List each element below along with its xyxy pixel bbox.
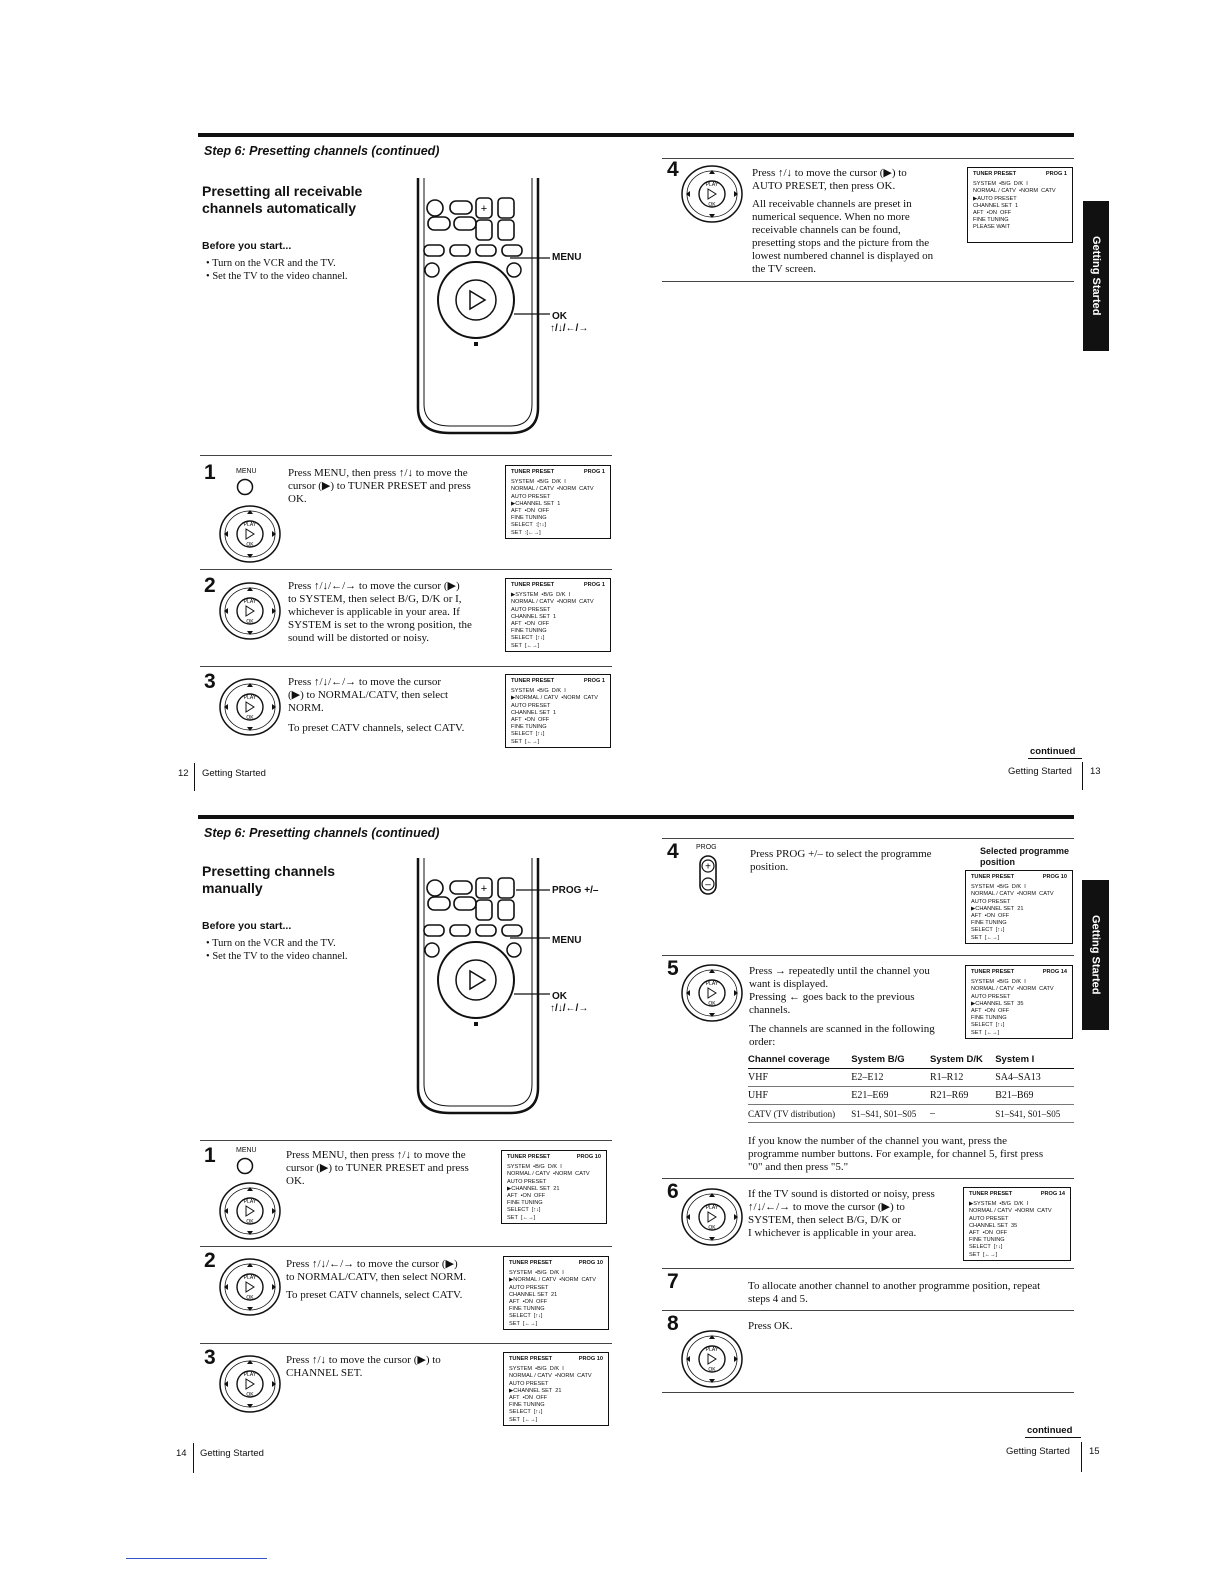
dial-play-label: PLAY xyxy=(705,182,719,188)
top-remote-illustration xyxy=(410,178,640,440)
osd-row: SELECT [↑↓] xyxy=(971,1022,1005,1029)
osd-prog: PROG 10 xyxy=(578,1356,603,1362)
top-remote-ok-label: OK xyxy=(552,311,567,322)
osd-row: CHANNEL SET 1 xyxy=(511,613,557,620)
dial-play-label: PLAY xyxy=(243,599,257,605)
top-step-1-menu-button-icon xyxy=(236,478,256,498)
osd-row: SET [←→] xyxy=(971,934,1000,941)
osd-row: SYSTEM •B/G D/K I xyxy=(509,1366,564,1373)
bottom-remote-prog-label: PROG +/– xyxy=(552,885,599,896)
dial-play-label: PLAY xyxy=(243,1275,257,1281)
osd-row: SET :[←→] xyxy=(511,529,541,536)
bottom-step-4-number: 4 xyxy=(667,840,679,863)
osd-row: ▶SYSTEM •B/G D/K I xyxy=(511,592,571,599)
osd-row: ▶SYSTEM •B/G D/K I xyxy=(969,1201,1029,1208)
bottom-step-3-text: Press ↑/↓ to move the cursor (▶) to CHANNEL SET. xyxy=(286,1354,441,1379)
bottom-step-4-osd xyxy=(965,870,1073,944)
osd-row: ▶NORMAL / CATV •NORM CATV xyxy=(509,1277,596,1284)
osd-row: SYSTEM •B/G D/K I xyxy=(511,688,566,695)
osd-row: FINE TUNING xyxy=(973,217,1009,224)
osd-row: SET [←→] xyxy=(509,1320,538,1327)
top-step-4-osd xyxy=(967,167,1073,243)
bottom-step-2-text: Press ↑/↓/←/→ to move the cursor (▶) to NORMAL/CATV, then select NORM. To preset CATV channels, select CATV. xyxy=(286,1258,467,1301)
top-step-3-number: 3 xyxy=(204,670,216,693)
dial-play-label: PLAY xyxy=(705,1205,719,1211)
bottom-step-2-osd xyxy=(503,1256,609,1330)
bottom-header-rule xyxy=(198,815,1074,819)
osd-row: NORMAL / CATV •NORM CATV xyxy=(973,188,1056,195)
top-footer-right-page-number: 13 xyxy=(1090,766,1101,777)
bottom-step-2-number: 2 xyxy=(204,1249,216,1272)
top-step-1-menu-label: MENU xyxy=(236,468,257,475)
osd-row: ▶CHANNEL SET 35 xyxy=(971,1000,1024,1007)
osd-row: AUTO PRESET xyxy=(511,606,551,613)
bottom-step-1-number: 1 xyxy=(204,1144,216,1167)
osd-row: SELECT :[↑↓] xyxy=(511,522,547,529)
top-step-4-dial-icon xyxy=(678,163,746,225)
prog-button-icon xyxy=(698,854,720,898)
dial-ok-label: OK xyxy=(246,1219,254,1225)
osd-row: FINE TUNING xyxy=(969,1237,1005,1244)
osd-row: AUTO PRESET xyxy=(971,898,1011,905)
dial-ok-label: OK xyxy=(246,1392,254,1398)
dial-play-label: PLAY xyxy=(243,1199,257,1205)
osd-row: SYSTEM •B/G D/K I xyxy=(509,1270,564,1277)
top-page-header: Step 6: Presetting channels (continued) xyxy=(204,144,440,158)
top-step-3-text: Press ↑/↓/←/→ to move the cursor (▶) to NORMAL/CATV, then select NORM. To preset CATV channels, select CATV. xyxy=(288,676,465,734)
osd-row: SYSTEM •B/G D/K I xyxy=(971,884,1026,891)
osd-row: ▶AUTO PRESET xyxy=(973,195,1017,202)
osd-row: NORMAL / CATV •NORM CATV xyxy=(509,1373,592,1380)
bottom-step-6-osd xyxy=(963,1187,1071,1261)
table-row: UHF E21–E69 R21–R69 B21–B69 xyxy=(748,1087,1074,1105)
top-step-2-dial-icon xyxy=(216,580,284,642)
dial-play-label: PLAY xyxy=(705,981,719,987)
osd-row: AUTO PRESET xyxy=(969,1215,1009,1222)
osd-row: SET [←→] xyxy=(969,1251,998,1258)
osd-prog: PROG 14 xyxy=(1042,969,1067,975)
osd-row: NORMAL / CATV •NORM CATV xyxy=(971,891,1054,898)
osd-row: AUTO PRESET xyxy=(509,1284,549,1291)
osd-title: TUNER PRESET xyxy=(971,874,1015,880)
bottom-step-6-text: If the TV sound is distorted or noisy, press ↑/↓/←/→ to move the cursor (▶) to SYSTEM, then select B/G, D/K or I whichever is applicable in your area. xyxy=(748,1188,935,1239)
top-remote-menu-label: MENU xyxy=(552,252,582,263)
osd-row: CHANNEL SET 21 xyxy=(509,1291,558,1298)
osd-row: CHANNEL SET 1 xyxy=(511,709,557,716)
bottom-footer-left-page-number: 14 xyxy=(176,1448,187,1459)
osd-row: NORMAL / CATV •NORM CATV xyxy=(507,1171,590,1178)
bottom-step-8-text: Press OK. xyxy=(748,1320,793,1332)
bottom-step-7-number: 7 xyxy=(667,1270,679,1293)
bottom-step-3-number: 3 xyxy=(204,1346,216,1369)
bottom-step-5-osd xyxy=(965,965,1073,1039)
osd-row: FINE TUNING xyxy=(507,1200,543,1207)
top-footer-left-label: Getting Started xyxy=(202,768,266,779)
osd-row: ▶CHANNEL SET 21 xyxy=(509,1387,562,1394)
osd-row: AUTO PRESET xyxy=(509,1380,549,1387)
bottom-step-3-osd xyxy=(503,1352,609,1426)
bottom-step-8-dial-icon xyxy=(678,1328,746,1390)
bottom-step-5-number: 5 xyxy=(667,957,679,980)
table-row: CATV (TV distribution) S1–S41, S01–S05 – S1–S41, S01–S05 xyxy=(748,1105,1074,1123)
osd-row: NORMAL / CATV •NORM CATV xyxy=(971,986,1054,993)
osd-row: FINE TUNING xyxy=(509,1306,545,1313)
osd-row: FINE TUNING xyxy=(509,1402,545,1409)
osd-row: AUTO PRESET xyxy=(511,702,551,709)
osd-row: SELECT [↑↓] xyxy=(969,1244,1003,1251)
osd-row: FINE TUNING xyxy=(511,515,547,522)
top-before-title: Before you start... xyxy=(202,240,292,252)
bottom-before-title: Before you start... xyxy=(202,920,292,932)
osd-row: SET [←→] xyxy=(511,642,540,649)
osd-title: TUNER PRESET xyxy=(509,1260,553,1266)
top-step-2-text: Press ↑/↓/←/→ to move the cursor (▶) to SYSTEM, then select B/G, D/K or I, whichever is applicable in your area. If SYSTEM is set to the wrong position, the sound will be distorted or noisy. xyxy=(288,580,472,644)
osd-prog: PROG 14 xyxy=(1040,1191,1065,1197)
osd-row: ▶CHANNEL SET 1 xyxy=(511,500,561,507)
bottom-section-title: Presetting channels manually xyxy=(202,863,336,896)
bottom-remote-menu-label: MENU xyxy=(552,935,582,946)
top-bullet-list: • Turn on the VCR and the TV. • Set the TV to the video channel. xyxy=(206,257,348,283)
top-section-title: Presetting all receivable channels automatically xyxy=(202,183,363,216)
bottom-step-1-dial-icon xyxy=(216,1180,284,1242)
osd-row: AUTO PRESET xyxy=(971,993,1011,1000)
osd-row: NORMAL / CATV •NORM CATV xyxy=(511,599,594,606)
osd-title: TUNER PRESET xyxy=(511,678,555,684)
osd-row: SELECT [↑↓] xyxy=(509,1313,543,1320)
top-step-2-osd xyxy=(505,578,611,652)
dial-play-label: PLAY xyxy=(243,522,257,528)
top-footer-right-label: Getting Started xyxy=(1008,766,1072,777)
top-step-2-number: 2 xyxy=(204,574,216,597)
osd-row: ▶NORMAL / CATV •NORM CATV xyxy=(511,695,598,702)
osd-prog: PROG 1 xyxy=(583,469,605,475)
osd-title: TUNER PRESET xyxy=(511,469,555,475)
bottom-step-6-number: 6 xyxy=(667,1180,679,1203)
bottom-page-header: Step 6: Presetting channels (continued) xyxy=(204,826,440,840)
osd-row: AFT •ON OFF xyxy=(509,1299,548,1306)
top-getting-started-tab: Getting Started xyxy=(1083,201,1109,351)
bottom-remote-arrows-label: ↑/↓/←/→ xyxy=(550,1003,589,1014)
svg-text:+: + xyxy=(480,883,488,895)
osd-row: AFT •ON OFF xyxy=(511,717,550,724)
top-step-1-dial-icon xyxy=(216,503,284,565)
osd-row: SELECT [↑↓] xyxy=(509,1409,543,1416)
top-remote-arrows-label: ↑/↓/←/→ xyxy=(550,323,589,334)
svg-text:+: + xyxy=(705,861,711,873)
osd-row: AUTO PRESET xyxy=(511,493,551,500)
bottom-step-6-dial-icon xyxy=(678,1186,746,1248)
bottom-step-1-menu-label: MENU xyxy=(236,1147,257,1154)
osd-row: AFT •ON OFF xyxy=(971,913,1010,920)
osd-row: SET [←→] xyxy=(507,1214,536,1221)
dial-play-label: PLAY xyxy=(243,1372,257,1378)
bottom-footer-right-label: Getting Started xyxy=(1006,1446,1070,1457)
osd-prog: PROG 1 xyxy=(583,582,605,588)
osd-row: FINE TUNING xyxy=(971,920,1007,927)
osd-title: TUNER PRESET xyxy=(971,969,1015,975)
table-header-row: Channel coverage System B/G System D/K System I xyxy=(748,1052,1074,1069)
osd-title: TUNER PRESET xyxy=(969,1191,1013,1197)
top-footer-left-page-number: 12 xyxy=(178,768,189,779)
osd-row: SELECT [↑↓] xyxy=(507,1207,541,1214)
osd-row: CHANNEL SET 35 xyxy=(969,1222,1018,1229)
osd-row: AFT •ON OFF xyxy=(511,621,550,628)
bottom-step-1-text: Press MENU, then press ↑/↓ to move the cursor (▶) to TUNER PRESET and press OK. xyxy=(286,1149,469,1187)
bottom-blue-rule xyxy=(126,1558,267,1559)
osd-title: TUNER PRESET xyxy=(509,1356,553,1362)
bottom-getting-started-tab: Getting Started xyxy=(1082,880,1109,1030)
bottom-remote-illustration xyxy=(410,858,640,1120)
osd-row: AFT •ON OFF xyxy=(511,508,550,515)
osd-row: SELECT [↑↓] xyxy=(511,731,545,738)
channel-coverage-table xyxy=(748,1052,1074,1123)
top-step-4-number: 4 xyxy=(667,158,679,181)
osd-row: SET [←→] xyxy=(509,1416,538,1423)
osd-row: NORMAL / CATV •NORM CATV xyxy=(511,486,594,493)
bottom-bullet-list: • Turn on the VCR and the TV. • Set the TV to the video channel. xyxy=(206,937,348,963)
bottom-step-1-menu-button-icon xyxy=(236,1157,256,1177)
dial-ok-label: OK xyxy=(246,715,254,721)
osd-row: ▶CHANNEL SET 21 xyxy=(507,1185,560,1192)
bottom-step-3-dial-icon xyxy=(216,1353,284,1415)
top-header-rule xyxy=(198,133,1074,137)
bottom-step-5-text: Press → repeatedly until the channel you want is displayed. Pressing ← goes back to the previous channels. The channels are scanned in the following order: xyxy=(749,965,935,1048)
svg-text:–: – xyxy=(705,879,711,891)
bottom-remote-ok-label: OK xyxy=(552,991,567,1002)
osd-prog: PROG 10 xyxy=(1042,874,1067,880)
osd-row: FINE TUNING xyxy=(511,724,547,731)
top-step-4-text: Press ↑/↓ to move the cursor (▶) to AUTO PRESET, then press OK. All receivable channels are preset in numerical sequence. When no more receivable channels can be found, presetting stops and the picture from the lowest numbered channel is displayed on the TV screen. xyxy=(752,167,934,275)
top-step-3-dial-icon xyxy=(216,676,284,738)
dial-ok-label: OK xyxy=(246,1295,254,1301)
osd-row: FINE TUNING xyxy=(511,628,547,635)
osd-prog: PROG 10 xyxy=(576,1154,601,1160)
osd-row: AFT •ON OFF xyxy=(509,1395,548,1402)
osd-row: AFT •ON OFF xyxy=(971,1008,1010,1015)
selected-programme-callout: Selected programme position xyxy=(980,846,1070,867)
osd-row: SET [←→] xyxy=(511,738,540,745)
channel-number-note: If you know the number of the channel you want, press the programme number buttons. For example, for channel 5, first press "0" and then press "5." xyxy=(748,1135,1044,1173)
osd-row: AUTO PRESET xyxy=(507,1178,547,1185)
osd-prog: PROG 1 xyxy=(1045,171,1067,177)
top-step-1-number: 1 xyxy=(204,461,216,484)
osd-title: TUNER PRESET xyxy=(507,1154,551,1160)
osd-row: NORMAL / CATV •NORM CATV xyxy=(969,1208,1052,1215)
osd-row: SYSTEM •B/G D/K I xyxy=(511,479,566,486)
osd-row: ▶CHANNEL SET 21 xyxy=(971,905,1024,912)
bottom-step-7-text: To allocate another channel to another programme position, repeat steps 4 and 5. xyxy=(748,1280,1041,1305)
osd-title: TUNER PRESET xyxy=(511,582,555,588)
bottom-footer-right-page-number: 15 xyxy=(1089,1446,1100,1457)
osd-row: SELECT [↑↓] xyxy=(511,635,545,642)
svg-text:+: + xyxy=(480,203,488,215)
osd-row: CHANNEL SET 1 xyxy=(973,202,1019,209)
osd-row: AFT •ON OFF xyxy=(973,210,1012,217)
table-row: VHF E2–E12 R1–R12 SA4–SA13 xyxy=(748,1069,1074,1087)
top-step-3-osd xyxy=(505,674,611,748)
dial-ok-label: OK xyxy=(246,542,254,548)
dial-ok-label: OK xyxy=(708,202,716,208)
osd-row: SYSTEM •B/G D/K I xyxy=(507,1164,562,1171)
top-continued-label: continued xyxy=(1030,746,1076,757)
osd-prog: PROG 1 xyxy=(583,678,605,684)
top-step-1-text: Press MENU, then press ↑/↓ to move the cursor (▶) to TUNER PRESET and press OK. xyxy=(288,467,471,505)
osd-row: SYSTEM •B/G D/K I xyxy=(973,181,1028,188)
osd-row: PLEASE WAIT xyxy=(973,224,1011,231)
bottom-step-4-text: Press PROG +/– to select the programme position. xyxy=(750,848,932,873)
bottom-step-2-dial-icon xyxy=(216,1256,284,1318)
osd-prog: PROG 10 xyxy=(578,1260,603,1266)
dial-play-label: PLAY xyxy=(243,695,257,701)
osd-row: AFT •ON OFF xyxy=(969,1230,1008,1237)
osd-row: SELECT [↑↓] xyxy=(971,927,1005,934)
bottom-step-4-prog-label: PROG xyxy=(696,844,717,851)
bottom-step-5-dial-icon xyxy=(678,962,746,1024)
osd-row: SET [←→] xyxy=(971,1029,1000,1036)
osd-row: FINE TUNING xyxy=(971,1015,1007,1022)
bottom-step-8-number: 8 xyxy=(667,1312,679,1335)
dial-ok-label: OK xyxy=(246,619,254,625)
bottom-step-1-osd xyxy=(501,1150,607,1224)
bottom-footer-left-label: Getting Started xyxy=(200,1448,264,1459)
dial-ok-label: OK xyxy=(708,1001,716,1007)
dial-ok-label: OK xyxy=(708,1367,716,1373)
osd-title: TUNER PRESET xyxy=(973,171,1017,177)
osd-row: AFT •ON OFF xyxy=(507,1193,546,1200)
dial-play-label: PLAY xyxy=(705,1347,719,1353)
top-step-1-osd xyxy=(505,465,611,539)
dial-ok-label: OK xyxy=(708,1225,716,1231)
osd-row: SYSTEM •B/G D/K I xyxy=(971,979,1026,986)
bottom-continued-label: continued xyxy=(1027,1425,1073,1436)
